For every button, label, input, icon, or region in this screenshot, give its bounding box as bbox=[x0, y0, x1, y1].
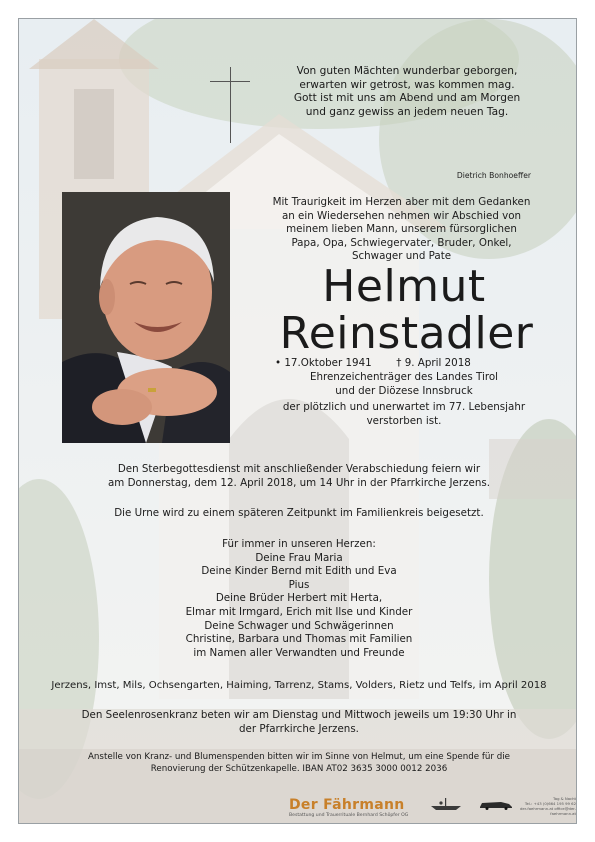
death-note bbox=[259, 401, 549, 428]
family-line: im Namen aller Verwandten und Freunde bbox=[193, 646, 405, 659]
service-line: Den Sterbegottesdienst mit anschließender Verabschiedung feiern wir bbox=[117, 463, 481, 475]
donation-request bbox=[49, 751, 549, 775]
honors-text bbox=[259, 371, 549, 398]
poem-line: Von guten Mächten wunderbar geborgen, bbox=[296, 65, 518, 77]
birth-date: • 17.Oktober 1941 bbox=[275, 357, 372, 369]
donation-line: Anstelle von Kranz- und Blumenspenden bitten wir im Sinne von Helmut, um eine Spende für die bbox=[87, 752, 510, 762]
poem bbox=[257, 65, 557, 180]
honors-line: und der Diözese Innsbruck bbox=[335, 384, 473, 397]
cross-icon-bar bbox=[210, 81, 250, 82]
hearse-icon bbox=[479, 800, 513, 810]
family-line: Für immer in unseren Herzen: bbox=[222, 538, 376, 550]
honors-line: Ehrenzeichenträger des Landes Tirol bbox=[309, 371, 499, 383]
death-date: † 9. April 2018 bbox=[396, 357, 471, 369]
deceased-last-name: Reinstadler bbox=[279, 308, 534, 359]
funeral-service-text bbox=[49, 463, 549, 490]
life-dates bbox=[275, 357, 555, 369]
rosary-line: Den Seelenrosenkranz beten wir am Dienstag und Mittwoch jeweils um 19:30 Uhr in bbox=[81, 709, 517, 721]
intro-line: Papa, Opa, Schwiegervater, Bruder, Onkel, bbox=[291, 236, 512, 249]
family-line: Elmar mit Irmgard, Erich mit Ilse und Kinder bbox=[185, 605, 413, 618]
service-line: am Donnerstag, dem 12. April 2018, um 14 Uhr in der Pfarrkirche Jerzens. bbox=[107, 476, 490, 489]
poem-line: und ganz gewiss an jedem neuen Tag. bbox=[305, 105, 509, 118]
intro-line: Mit Traurigkeit im Herzen aber mit dem Gedanken bbox=[272, 196, 531, 208]
portrait-photo bbox=[62, 192, 230, 443]
boat-icon bbox=[429, 797, 463, 811]
contact-line: der-faehrmann.at office@der-faehrmann.at bbox=[519, 806, 576, 816]
poem-line: erwarten wir getrost, was kommen mag. bbox=[299, 78, 515, 91]
rosary-line: der Pfarrkirche Jerzens. bbox=[239, 722, 359, 735]
contact-line: Tag & Nacht bbox=[553, 796, 576, 801]
family-line: Deine Brüder Herbert mit Herta, bbox=[215, 592, 383, 605]
funeral-home-logo: Der Fährmann bbox=[289, 797, 405, 813]
family-line: Deine Frau Maria bbox=[255, 551, 343, 564]
places-and-date: Jerzens, Imst, Mils, Ochsengarten, Haiming, Tarrenz, Stams, Volders, Rietz und Telfs, im April 2018 bbox=[51, 680, 547, 691]
family-list bbox=[99, 538, 499, 660]
funeral-home-subtitle: Bestattung und Trauerrituale Bernhard Schöpfer OG bbox=[289, 813, 409, 818]
family-line: Pius bbox=[288, 578, 310, 591]
obituary-frame bbox=[18, 18, 577, 824]
urn-text: Die Urne wird zu einem späteren Zeitpunkt im Familienkreis beigesetzt. bbox=[114, 507, 484, 519]
deceased-first-name: Helmut bbox=[322, 261, 486, 312]
donation-line: Renovierung der Schützenkapelle. IBAN AT02 3635 3000 0012 2036 bbox=[150, 764, 448, 774]
death-note-line: verstorben ist. bbox=[366, 414, 442, 427]
intro-line: meinem lieben Mann, unserem fürsorglichen bbox=[286, 223, 517, 236]
family-line: Deine Kinder Bernd mit Edith und Eva bbox=[201, 565, 397, 578]
intro-line: Schwager und Pate bbox=[351, 250, 452, 263]
intro-line: an ein Wiedersehen nehmen wir Abschied von bbox=[281, 209, 522, 222]
family-line: Christine, Barbara und Thomas mit Familien bbox=[185, 633, 413, 646]
poem-author: Dietrich Bonhoeffer bbox=[456, 171, 531, 180]
poem-line: Gott ist mit uns am Abend und am Morgen bbox=[293, 92, 521, 105]
cross-icon bbox=[230, 67, 231, 143]
death-note-line: der plötzlich und unerwartet im 77. Lebensjahr bbox=[282, 401, 526, 413]
rosary-text bbox=[49, 709, 549, 736]
intro-text bbox=[249, 196, 554, 264]
family-line: Deine Schwager und Schwägerinnen bbox=[204, 619, 394, 632]
funeral-home-contact bbox=[516, 796, 576, 816]
contact-line: Tel.: +43 (0)664 195 99 62 bbox=[524, 801, 576, 806]
